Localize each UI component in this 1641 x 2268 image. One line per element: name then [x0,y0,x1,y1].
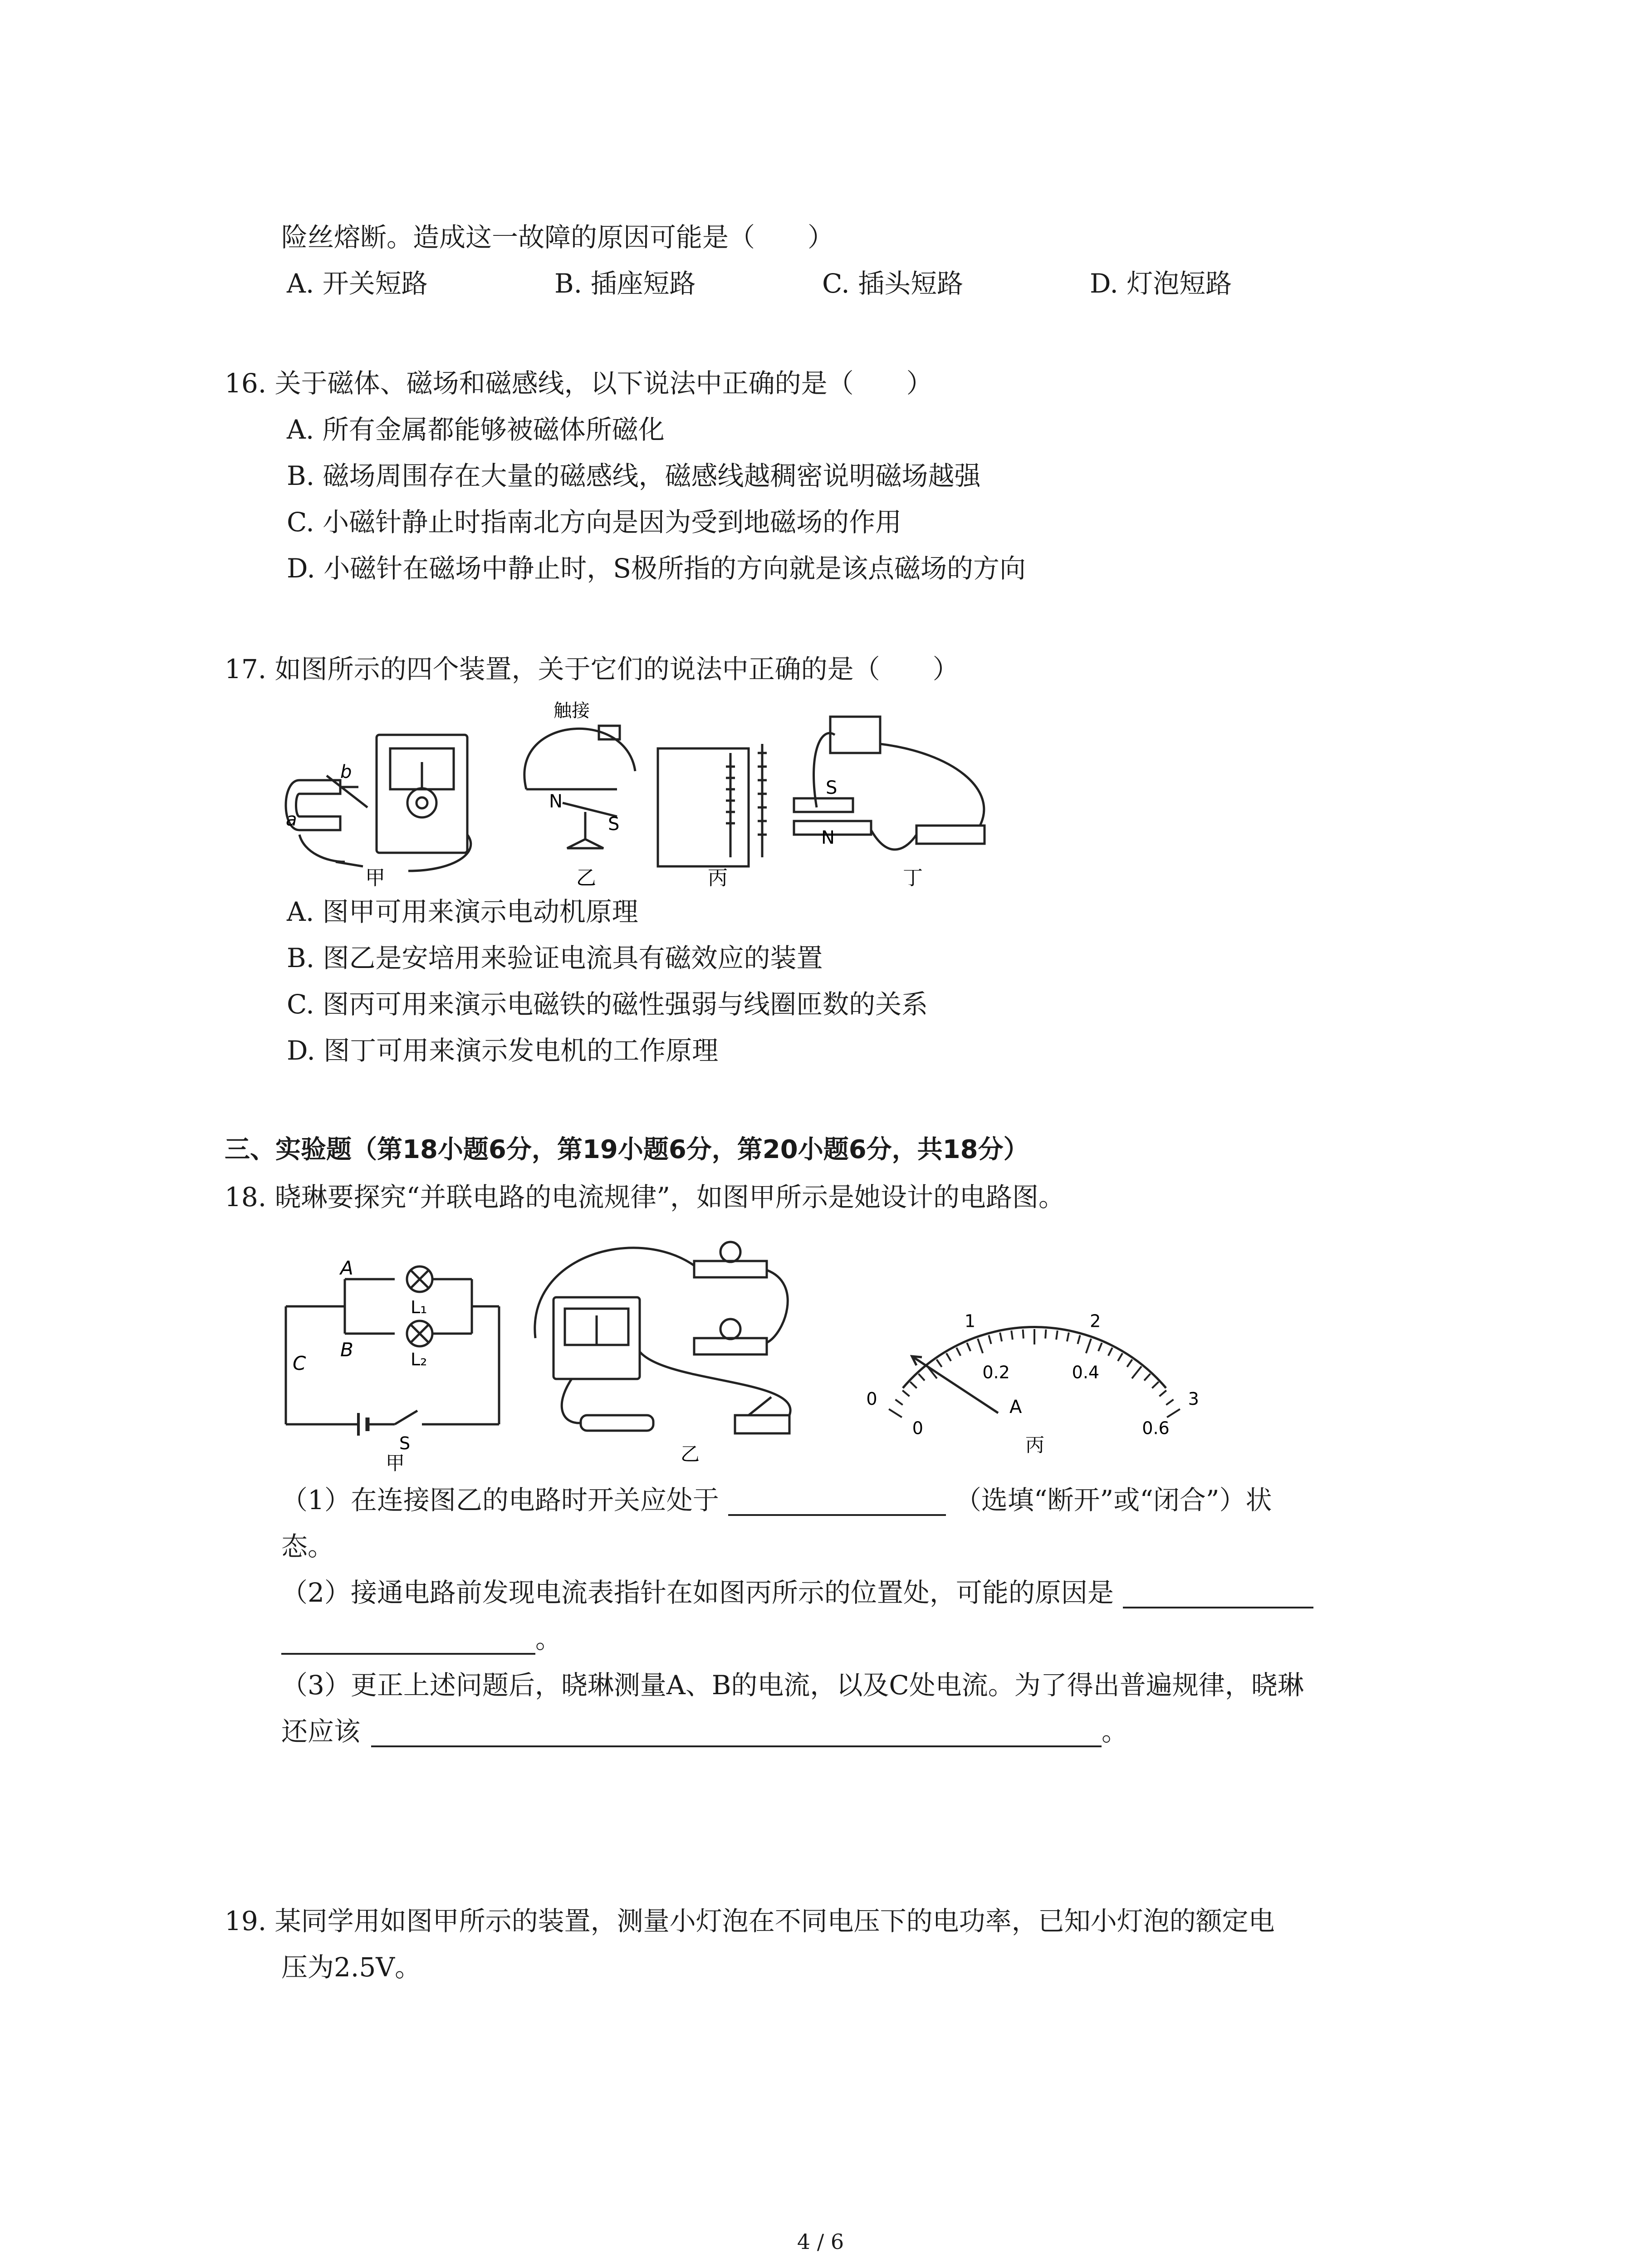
meter-unit: A [1009,1397,1022,1418]
meter-bottom-label: 0 [912,1418,923,1438]
q16-stem: 16. 关于磁体、磁场和磁感线，以下说法中正确的是（ ） [225,368,933,399]
meter-top-label: 3 [1188,1388,1199,1409]
q17-figure [272,699,1007,889]
meter-top-label: 2 [1090,1311,1101,1331]
q16-option-d: D. 小磁针在磁场中静止时，S极所指的方向就是该点磁场的方向 [287,553,1026,584]
page-number: 4 / 6 [797,2229,844,2254]
q18-blank-2a[interactable] [1123,1581,1313,1608]
dial-tick [956,1348,960,1356]
q16-option-c: C. 小磁针静止时指南北方向是因为受到地磁场的作用 [287,507,902,538]
dial-tick [1086,1339,1091,1353]
dial-tick [910,1382,916,1388]
q15-option-c: C. 插头短路 [822,268,964,299]
meter-bottom-label: 0.2 [982,1362,1010,1383]
dial-tick [1166,1399,1173,1405]
q18-part1-text-a: （1）在连接图乙的电路时开关应处于 [281,1485,719,1515]
q18-circuit-label-a: A [340,1257,353,1279]
q18-caption-bing: 丙 [1025,1434,1045,1456]
dial-tick [1078,1335,1080,1344]
meter-bottom-label: 0.4 [1072,1362,1100,1383]
q17-caption-ding: 丁 [903,866,923,890]
q18-blank-1[interactable] [728,1489,946,1516]
dial-tick [978,1339,983,1353]
q17-option-c: C. 图丙可用来演示电磁铁的磁性强弱与线圈匝数的关系 [287,989,928,1020]
q18-circuit-label-l1: L₁ [411,1297,427,1317]
q18-part3: （3）更正上述问题后，晓琳测量A、B的电流，以及C处电流。为了得出普遍规律，晓琳 [281,1670,1304,1701]
dial-tick [967,1343,970,1351]
q18-caption-jia: 甲 [386,1452,405,1474]
dial-tick [1144,1374,1150,1381]
dial-tick [1067,1333,1069,1342]
q17-caption-jia: 甲 [365,866,385,890]
meter-bottom-label: 0.6 [1142,1418,1170,1438]
q19-line2: 压为2.5V。 [281,1952,421,1983]
q17-caption-yi: 乙 [576,866,596,890]
dial-tick [1118,1353,1122,1361]
dial-tick [1098,1343,1102,1351]
dial-tick [902,1390,909,1396]
meter-top-label: 0 [866,1388,877,1409]
dial-tick [989,1335,991,1344]
q17-label-s: S [608,814,620,835]
q18-blank-3[interactable] [371,1720,1102,1747]
q17-label-ding-n: N [821,827,835,848]
dial-tick [1132,1366,1141,1378]
q16-option-b: B. 磁场周围存在大量的磁感线，磁感线越稠密说明磁场越强 [287,460,981,491]
q17-caption-bing: 丙 [708,866,728,890]
q17-option-a: A. 图甲可用来演示电动机原理 [287,896,638,927]
q18-part2-end: 。 [535,1623,562,1654]
q18-blank-2b[interactable] [281,1628,535,1655]
dial-tick [1152,1382,1158,1388]
q17-label-b: b [340,762,352,782]
q18-circuit-label-s: S [399,1433,411,1453]
q15-option-a: A. 开关短路 [287,268,428,299]
q17-stem: 17. 如图所示的四个装置，关于它们的说法中正确的是（ ） [225,654,959,684]
dial-tick [946,1353,951,1361]
q18-stem: 18. 晓琳要探究“并联电路的电流规律”，如图甲所示是她设计的电路图。 [225,1182,1065,1212]
q19-line1: 19. 某同学用如图甲所示的装置，测量小灯泡在不同电压下的电功率，已知小灯泡的额定电 [225,1906,1275,1936]
q18-circuit-label-l2: L₂ [411,1349,427,1369]
q18-part2-text: （2）接通电路前发现电流表指针在如图丙所示的位置处，可能的原因是 [281,1577,1114,1608]
q18-part1 [281,1484,1272,1516]
dial-tick [919,1374,925,1381]
q17-option-b: B. 图乙是安培用来验证电流具有磁效应的装置 [287,943,823,973]
q15-stem-tail: 险丝熔断。造成这一故障的原因可能是（ ） [281,222,834,253]
dial-tick [1011,1330,1013,1339]
q15-option-b: B. 插座短路 [554,268,696,299]
q17-label-touch: 触接 [554,700,590,721]
meter-top-label: 1 [964,1311,976,1331]
q17-option-d: D. 图丁可用来演示发电机的工作原理 [287,1035,719,1066]
dial-tick [936,1359,941,1367]
dial-tick [1167,1409,1180,1417]
q18-part3-text-b: 还应该 [281,1716,361,1747]
dial-tick [1045,1330,1046,1339]
dial-tick [1127,1359,1132,1367]
q18-figure [281,1234,1199,1474]
q18-part3-end: 。 [1102,1716,1128,1747]
q18-part2-cont [281,1623,562,1655]
section3-heading: 三、实验题（第18小题6分，第19小题6分，第20小题6分，共18分） [225,1135,1029,1164]
dial-tick [1023,1330,1024,1339]
q18-part1-text-b: （选填“断开”或“闭合”）状 [955,1485,1272,1515]
dial-tick [1159,1390,1166,1396]
q18-part1-cont: 态。 [281,1531,334,1562]
q17-label-a: a [286,809,297,830]
dial-tick [896,1399,903,1405]
dial-tick [1108,1348,1112,1356]
dial-tick [1000,1333,1002,1342]
dial-tick [889,1409,902,1417]
q18-circuit-label-c: C [293,1352,306,1374]
q18-circuit-label-b: B [340,1339,353,1361]
q18-part2 [281,1577,1313,1608]
q15-option-d: D. 灯泡短路 [1090,268,1232,299]
q17-label-ding-s: S [826,777,838,798]
q18-caption-yi: 乙 [681,1443,700,1465]
q16-option-a: A. 所有金属都能够被磁体所磁化 [287,414,665,445]
q17-label-n: N [549,791,563,812]
dial-tick [1056,1330,1058,1339]
q18-part3-cont [281,1716,1128,1747]
